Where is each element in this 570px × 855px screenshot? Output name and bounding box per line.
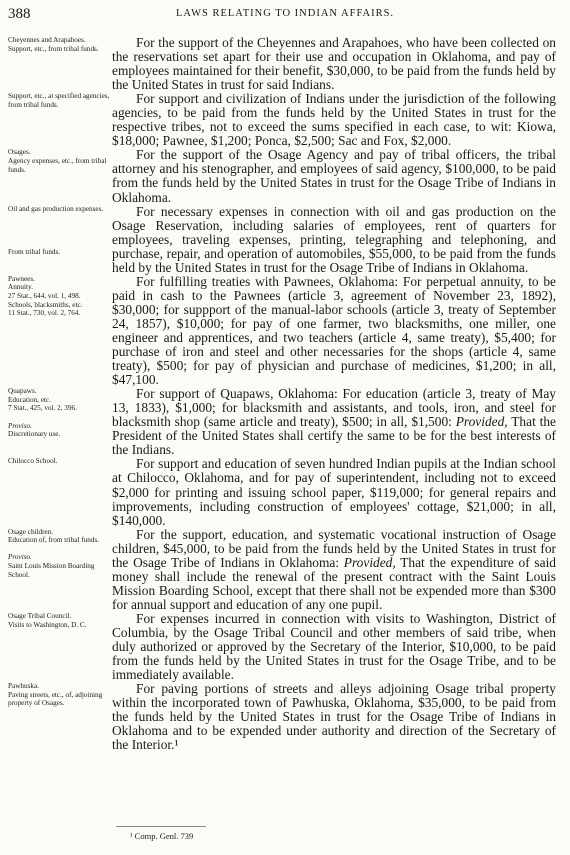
provision-row <box>0 148 570 204</box>
margin-notes <box>0 275 112 318</box>
margin-note: Annuity. <box>8 283 33 292</box>
margin-note: 7 Stat., 425, vol. 2, 396. <box>8 404 77 413</box>
paragraph: For fulfilling treaties with Pawnees, Oklahoma: For perpetual annuity, to be paid in cash to the Pawnees (article 3, agreement of November 23, 1892), $30,000; for suppport of the manual-labor schools (article 3, treaty of September 24, 1857), $10,000; for pay of one farmer, two blacksmiths, one miller, one engineer and apprentices, and two teachers (article 4, same treaty), $5,400; for purchase of iron and steel and other necessaries for the shops (article 4, same treaty), $500; for pay of physician and purchase of medicines, $1,200; in all, $47,100. <box>112 273 556 388</box>
margin-note: Visits to Washington, D. C. <box>8 620 87 629</box>
margin-note: Pawhuska. <box>8 682 39 691</box>
paragraph: For the support of the Cheyennes and Arapahoes, who have been collected on the reservations set apart for their use and occupation in Oklahoma, and pay of employees maintained for their benefit, $30,000, to be paid from the funds held by the United States in trust for said Indians. <box>112 35 556 93</box>
provision-row <box>0 36 570 92</box>
margin-note: Agency expenses, etc., from tribal funds. <box>8 156 107 174</box>
margin-notes <box>0 682 112 708</box>
margin-note: Pawnees. <box>8 274 35 283</box>
margin-note: Osages. <box>8 148 31 157</box>
page-number: 388 <box>8 6 31 22</box>
running-title: LAWS RELATING TO INDIAN AFFAIRS. <box>175 8 395 19</box>
margin-notes <box>0 148 112 174</box>
margin-notes <box>0 205 112 257</box>
provision-text <box>112 682 556 752</box>
margin-note <box>8 545 112 554</box>
margin-note: Education, etc. <box>8 395 51 404</box>
provision-text <box>112 528 556 612</box>
margin-notes <box>0 612 112 629</box>
provision-row <box>0 205 570 275</box>
margin-notes <box>0 92 112 109</box>
paragraph: For support and education of seven hundred Indian pupils at the Indian school at Chilocco, Oklahoma, and for pay of superintendent, including not to exceed $2,000 for printing and issuing school paper, $119,000; for general repairs and improvements, including construction of employees' cottage, $21,000; in all, $140,000. <box>112 456 556 528</box>
provision-row <box>0 612 570 682</box>
margin-note <box>8 230 112 239</box>
provision-row <box>0 92 570 148</box>
provision-text <box>112 205 556 275</box>
provision-text <box>112 275 556 387</box>
margin-note: Discretionary use. <box>8 430 61 439</box>
provision-row <box>0 275 570 387</box>
provision-row <box>0 682 570 752</box>
proviso-word: Provided, <box>455 414 508 430</box>
margin-note: From tribal funds. <box>8 247 61 256</box>
paragraph: For necessary expenses in connection with oil and gas production on the Osage Reservation, including salaries of employees, rent of quarters for employees, traveling expenses, printing, telegraphing and telephoning, and purchase, repair, and operation of automobiles, $55,000, to be paid from the funds held by the United States in trust for the Osage Tribe of Indians in Oklahoma. <box>112 203 556 275</box>
provision-row <box>0 528 570 612</box>
margin-notes <box>0 528 112 580</box>
margin-note: Support, etc., at specified agencies, from tribal funds. <box>8 92 110 109</box>
provision-row <box>0 387 570 457</box>
paragraph: For paving portions of streets and alleys adjoining Osage tribal property within the incorporated town of Pawhuska, Oklahoma, $35,000, to be paid from the funds held by the United States in trust for the Osage Tribe of Indians in Oklahoma and to be expended under authority and direction of the Secretary of the Interior.¹ <box>112 681 556 753</box>
margin-note: Oil and gas production expenses. <box>8 204 104 213</box>
margin-note <box>8 239 112 248</box>
provision-text <box>112 36 556 92</box>
margin-note: Education of, from tribal funds. <box>8 536 100 545</box>
margin-note: 27 Stat., 644, vol. 1, 498. <box>8 291 81 300</box>
provision-text <box>112 387 556 457</box>
paragraph: For support and civilization of Indians under the jurisdiction of the following agencies, to be paid from the funds held by the United States in trust for the respective tribes, not to exceed the sums specified in each case, to wit: Kiowa, $18,000; Pawnee, $1,200; Ponca, $2,500; Sac and Fox, $2,000. <box>112 91 556 149</box>
margin-note: Osage Tribal Council. <box>8 611 72 620</box>
provision-text <box>112 457 556 527</box>
page-header <box>0 6 570 26</box>
proviso-word: Provided, <box>343 554 396 570</box>
margin-note: Proviso. <box>8 421 32 430</box>
margin-note <box>8 222 112 231</box>
margin-note: Paving streets, etc., of, adjoining property of Osages. <box>8 690 103 708</box>
provision-text <box>112 92 556 148</box>
provisions <box>0 36 570 752</box>
margin-note: 11 Stat., 730, vol. 2, 764. <box>8 309 81 318</box>
margin-note: Cheyennes and Arapahoes. <box>8 36 86 44</box>
paragraph: For the support of the Osage Agency and pay of tribal officers, the tribal attorney and his stenographer, and employees of said agency, $100,000, to be paid from the funds held by the United States in trust for the Osage Tribe of Indians in Oklahoma. <box>112 147 556 205</box>
paragraph-end: That the President of the United States shall certify the same to be for the best interests of the Indians. <box>112 414 556 458</box>
provision-text <box>112 148 556 204</box>
margin-note <box>8 413 112 422</box>
paragraph-start: For support of Quapaws, Oklahoma: For education (article 3, treaty of May 13, 1833), $1,000; for blacksmith and assistants, and tools, iron, and steel for blacksmith shop (same article and treaty), $500; in all, $1,500: <box>112 386 556 430</box>
margin-note: Support, etc., from tribal funds. <box>8 44 99 53</box>
margin-note: Saint Louis Mission Boarding School. <box>8 562 95 579</box>
margin-note: Schools, blacksmiths, etc. <box>8 300 83 309</box>
paragraph: For expenses incurred in connection with visits to Washington, District of Columbia, by the Osage Tribal Council and other members of said tribe, when duly authorized or approved by the Secretary of the Interior, $10,000, to be paid from the funds held by the United States in trust for the Osage Tribe, and to be immediately available. <box>112 610 556 683</box>
margin-note <box>8 213 112 222</box>
margin-notes <box>0 36 112 53</box>
margin-notes <box>0 457 112 466</box>
provision-row <box>0 457 570 527</box>
margin-notes <box>0 387 112 439</box>
provision-text <box>112 612 556 682</box>
margin-note: Osage children. <box>8 527 54 536</box>
footnote-rule <box>116 826 206 827</box>
paragraph-end: That the expenditure of said money shall include the renewal of the present contract with the Saint Louis Mission Boarding School, except that there shall not be expended more than $300 for annual support and education of any one pupil. <box>112 554 557 612</box>
footnote: ¹ Comp. Genl. 739 <box>130 831 194 841</box>
margin-note: Chilocco School. <box>8 457 58 466</box>
paragraph-start: For the support, education, and systematic vocational instruction of Osage children, $45,000, to be paid from the funds held by the United States in trust for the Osage Tribe of Indians in Oklahoma: <box>112 526 556 570</box>
margin-note: Proviso. <box>8 553 32 562</box>
margin-note: Quapaws. <box>8 387 37 396</box>
